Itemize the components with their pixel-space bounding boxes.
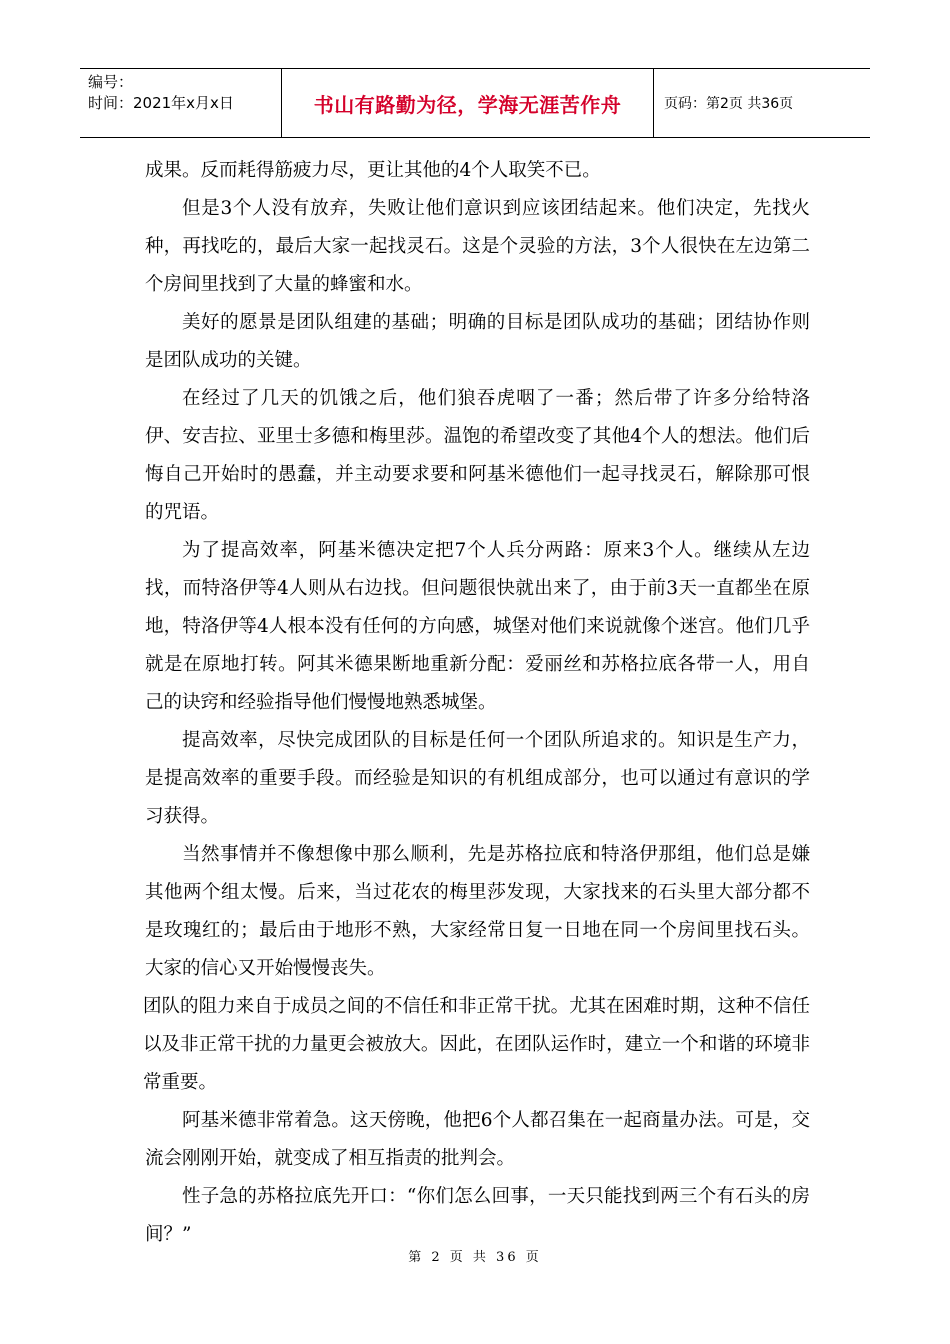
header-right-cell bbox=[654, 69, 870, 137]
document-body bbox=[145, 152, 810, 1254]
paragraph: 成果。反而耗得筋疲力尽，更让其他的4个人取笑不已。 bbox=[145, 160, 601, 181]
paragraph: 为了提高效率，阿基米德决定把7个人兵分两路：原来3个人。继续从左边找，而特洛伊等4人则从右边找。但问题很快就出来了，由于前3天一直都坐在原地，特洛伊等4人根本没有任何的方向感，城堡对他们来说就像个迷宫。他们几乎就是在原地打转。阿其米德果断地重新分配：爱丽丝和苏格拉底各带一人，用自己的诀窍和经验指导他们慢慢地熟悉城堡。 bbox=[145, 540, 810, 713]
paragraph: 但是3个人没有放弃，失败让他们意识到应该团结起来。他们决定，先找火种，再找吃的，最后大家一起找灵石。这是个灵验的方法，3个人很快在左边第二个房间里找到了大量的蜂蜜和水。 bbox=[145, 198, 810, 295]
paragraph: 美好的愿景是团队组建的基础；明确的目标是团队成功的基础；团结协作则是团队成功的关键。 bbox=[145, 312, 810, 371]
paragraph: 提高效率，尽快完成团队的目标是任何一个团队所追求的。知识是生产力，是提高效率的重要手段。而经验是知识的有机组成部分，也可以通过有意识的学习获得。 bbox=[145, 730, 810, 827]
paragraph: 性子急的苏格拉底先开口：“你们怎么回事，一天只能找到两三个有石头的房间？” bbox=[145, 1186, 810, 1245]
paragraph: 在经过了几天的饥饿之后，他们狼吞虎咽了一番；然后带了许多分给特洛伊、安吉拉、亚里士多德和梅里莎。温饱的希望改变了其他4个人的想法。他们后悔自己开始时的愚蠢，并主动要求要和阿基米德他们一起寻找灵石，解除那可恨的咒语。 bbox=[145, 388, 810, 523]
date-label: 时间：2021年x月x日 bbox=[88, 94, 234, 112]
header-table bbox=[80, 68, 870, 138]
paragraph: 当然事情并不像想像中那么顺利，先是苏格拉底和特洛伊那组，他们总是嫌其他两个组太慢。后来，当过花农的梅里莎发现，大家找来的石头里大部分都不是玫瑰红的；最后由于地形不熟，大家经常日复一日地在同一个房间里找石头。大家的信心又开始慢慢丧失。 bbox=[145, 844, 810, 979]
page-info: 页码：第2页 共36页 bbox=[664, 96, 794, 112]
page-footer: 第 2 页 共 36 页 bbox=[408, 1250, 542, 1265]
number-label: 编号： bbox=[88, 73, 134, 91]
header-middle-cell bbox=[282, 69, 654, 137]
header-left-cell bbox=[80, 69, 282, 137]
header-motto: 书山有路勤为径，学海无涯苦作舟 bbox=[313, 92, 622, 117]
paragraph: 团队的阻力来自于成员之间的不信任和非正常干扰。尤其在困难时期，这种不信任以及非正常干扰的力量更会被放大。因此，在团队运作时，建立一个和谐的环境非常重要。 bbox=[143, 996, 810, 1093]
paragraph: 阿基米德非常着急。这天傍晚，他把6个人都召集在一起商量办法。可是，交流会刚刚开始，就变成了相互指责的批判会。 bbox=[145, 1110, 810, 1169]
